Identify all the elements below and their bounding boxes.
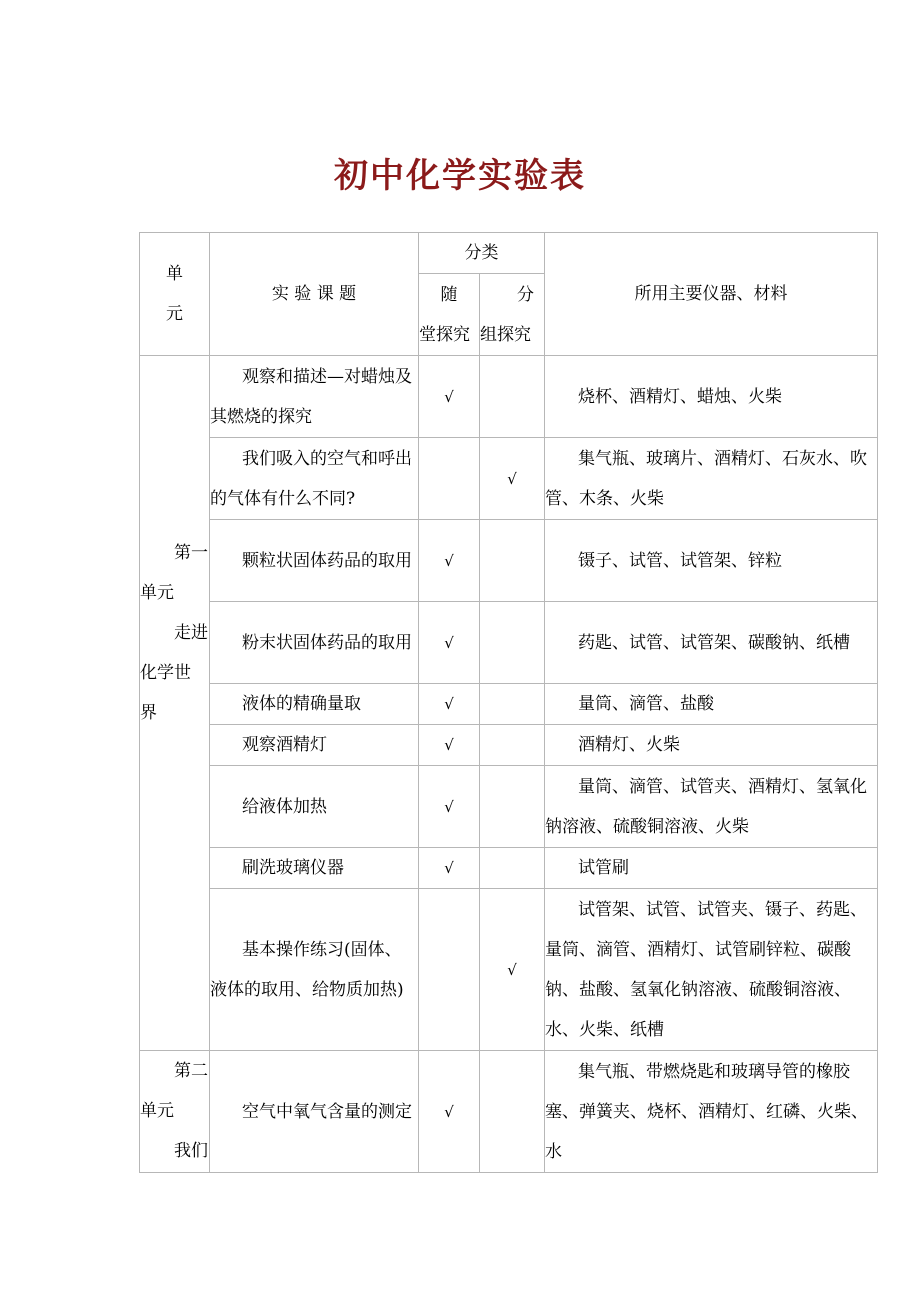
fen-check [480,684,545,725]
fen-check [480,725,545,766]
fen-check [480,520,545,602]
topic-cell: 观察酒精灯 [210,725,419,766]
fen-check: √ [480,438,545,520]
sui-check: √ [419,602,480,684]
table-row [140,725,878,766]
materials-cell: 试管架、试管、试管夹、镊子、药匙、量筒、滴管、酒精灯、试管刷锌粒、碳酸钠、盐酸、氢氧化钠溶液、硫酸铜溶液、水、火柴、纸槽 [545,889,878,1051]
table-row [140,438,878,520]
header-fen [480,274,545,356]
materials-cell: 酒精灯、火柴 [545,725,878,766]
table-row [140,766,878,848]
page-title: 初中化学实验表 [334,156,586,196]
table-row [140,684,878,725]
table-row [140,1051,878,1173]
topic-cell: 基本操作练习(固体、液体的取用、给物质加热) [210,889,419,1051]
fen-check [480,1051,545,1173]
topic-cell: 颗粒状固体药品的取用 [210,520,419,602]
header-fen-line2: 组探究 [480,324,531,345]
unit2-line: 我们 [174,1141,208,1161]
fen-check [480,356,545,438]
topic-cell: 给液体加热 [210,766,419,848]
header-sui-line2: 堂探究 [419,324,470,345]
header-materials: 所用主要仪器、材料 [545,233,878,356]
sui-check: √ [419,356,480,438]
sui-check [419,438,480,520]
unit2-cell [140,1051,210,1173]
unit1-line: 界 [140,703,157,723]
fen-check: √ [480,889,545,1051]
topic-cell: 液体的精确量取 [210,684,419,725]
topic-cell: 粉末状固体药品的取用 [210,602,419,684]
fen-check [480,766,545,848]
table-row [140,602,878,684]
topic-cell: 刷洗玻璃仪器 [210,848,419,889]
unit1-line: 第一 [174,543,208,563]
materials-cell: 集气瓶、带燃烧匙和玻璃导管的橡胶塞、弹簧夹、烧杯、酒精灯、红磷、火柴、水 [545,1051,878,1173]
header-category: 分类 [419,233,545,274]
sui-check: √ [419,520,480,602]
unit1-line: 化学世 [140,663,191,683]
header-sui-line1: 随 [440,284,458,305]
materials-cell: 药匙、试管、试管架、碳酸钠、纸槽 [545,602,878,684]
sui-check: √ [419,848,480,889]
sui-check: √ [419,684,480,725]
topic-cell: 观察和描述—对蜡烛及其燃烧的探究 [210,356,419,438]
header-unit [140,233,210,356]
topic-cell: 我们吸入的空气和呼出的气体有什么不同? [210,438,419,520]
table-row [140,848,878,889]
materials-cell: 烧杯、酒精灯、蜡烛、火柴 [545,356,878,438]
materials-cell: 量筒、滴管、盐酸 [545,684,878,725]
fen-check [480,602,545,684]
header-row [140,233,878,274]
unit1-cell [140,356,210,1051]
unit2-line: 第二 [174,1061,208,1081]
unit1-line: 单元 [140,583,174,603]
materials-cell: 试管刷 [545,848,878,889]
experiment-table [139,232,878,1173]
table-row [140,520,878,602]
materials-cell: 镊子、试管、试管架、锌粒 [545,520,878,602]
materials-cell: 集气瓶、玻璃片、酒精灯、石灰水、吹管、木条、火柴 [545,438,878,520]
header-unit-line1: 单 [166,264,183,284]
sui-check [419,889,480,1051]
unit2-line: 单元 [140,1101,174,1121]
sui-check: √ [419,766,480,848]
sui-check: √ [419,725,480,766]
table-row [140,356,878,438]
table-row [140,889,878,1051]
header-fen-line1: 分 [517,284,534,305]
topic-cell: 空气中氧气含量的测定 [210,1051,419,1173]
unit1-line: 走进 [174,623,208,643]
materials-cell: 量筒、滴管、试管夹、酒精灯、氢氧化钠溶液、硫酸铜溶液、火柴 [545,766,878,848]
sui-check: √ [419,1051,480,1173]
header-topic: 实 验 课 题 [210,233,419,356]
header-sui [419,274,480,356]
fen-check [480,848,545,889]
header-unit-line2: 元 [166,304,183,324]
